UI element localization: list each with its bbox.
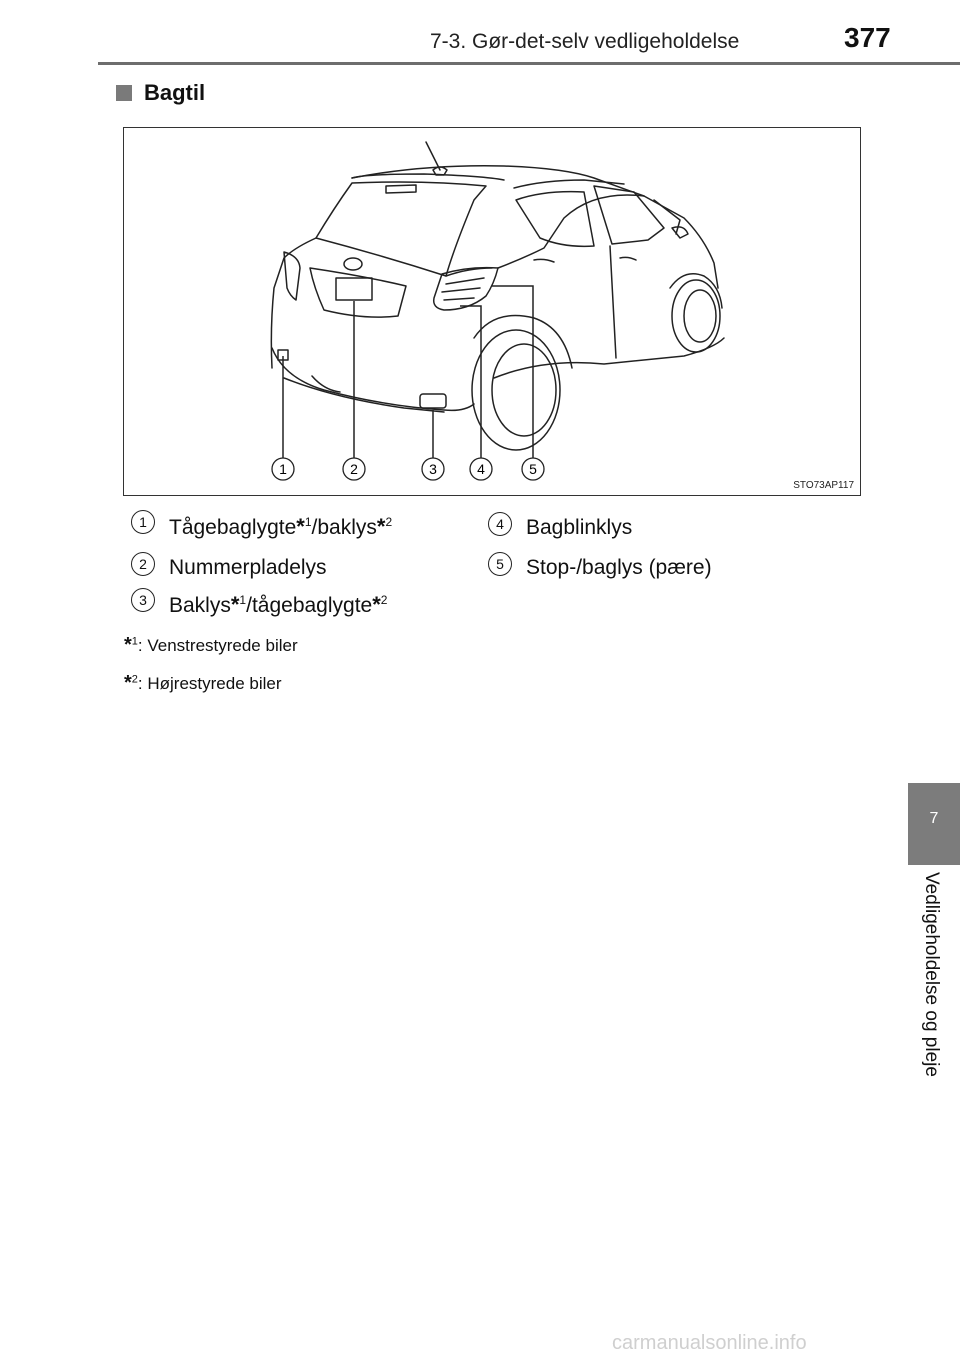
legend-text-1: Tågebaglygte*$^1$/baklys*$^2$ xyxy=(169,514,393,539)
legend-number-1: 1 xyxy=(131,510,155,534)
square-bullet-icon xyxy=(116,85,132,101)
leader-4 xyxy=(460,306,481,458)
legend-number-3: 3 xyxy=(131,588,155,612)
section-heading xyxy=(116,80,205,106)
hatch-lower xyxy=(310,268,406,317)
footnote-2: *$^2$: Højrestyrede biler xyxy=(124,672,282,694)
callout-leaders xyxy=(283,286,533,458)
rear-wheel-inner xyxy=(492,344,556,436)
rear-left-edge xyxy=(271,238,316,368)
legend-number-5: 5 xyxy=(488,552,512,576)
side-roofline xyxy=(514,180,624,188)
rear-side-window xyxy=(516,192,594,247)
callout-label-3: 3 xyxy=(429,461,437,477)
brake-light-top xyxy=(386,185,416,193)
mirror xyxy=(672,227,688,238)
side-body-top xyxy=(498,195,718,288)
rear-fog-lamp xyxy=(420,394,446,408)
callout-label-2: 2 xyxy=(350,461,358,477)
legend-text-5: Stop-/baglys (pære) xyxy=(526,556,712,579)
callout-label-4: 4 xyxy=(477,461,485,477)
section-heading-text: Bagtil xyxy=(144,80,206,105)
legend-item-4 xyxy=(488,516,632,540)
car-rear-drawing xyxy=(124,128,860,495)
license-plate-lamp xyxy=(336,278,372,300)
door-seam xyxy=(610,246,616,358)
left-tail-light xyxy=(284,252,300,300)
callout-markers xyxy=(272,458,544,480)
header-section-title: 7-3. Gør-det-selv vedligeholdelse xyxy=(430,30,740,53)
rear-wheel-arch xyxy=(474,316,572,369)
front-wheel-inner xyxy=(684,290,716,342)
chapter-tab-number: 7 xyxy=(929,810,939,827)
legend-item-2 xyxy=(131,556,327,580)
legend-item-3 xyxy=(131,592,387,618)
chapter-tab-label: Vedligeholdelse og pleje xyxy=(921,872,942,1077)
page-number: 377 xyxy=(844,22,891,53)
figure-code: STO73AP117 xyxy=(793,480,854,491)
rear-wheel-outer xyxy=(472,330,560,450)
a-pillar xyxy=(654,200,680,234)
car-rear-illustration xyxy=(123,127,861,496)
callout-label-1: 1 xyxy=(279,461,287,477)
rear-window xyxy=(316,182,486,276)
emblem xyxy=(344,258,362,270)
legend-text-2: Nummerpladelys xyxy=(169,556,327,579)
legend-text-3: Baklys*$^1$/tågebaglygte*$^2$ xyxy=(169,592,388,617)
footnote-1: *$^1$: Venstrestyrede biler xyxy=(124,634,298,656)
bumper-top xyxy=(272,348,474,410)
legend-number-4: 4 xyxy=(488,512,512,536)
roof-inner xyxy=(352,174,504,180)
tail-light-detail xyxy=(442,278,484,300)
legend-item-5 xyxy=(488,556,712,580)
header-rule xyxy=(98,62,960,65)
legend-text-4: Bagblinklys xyxy=(526,516,633,539)
watermark: carmanualsonline.info xyxy=(612,1332,807,1354)
legend-number-2: 2 xyxy=(131,552,155,576)
callout-label-5: 5 xyxy=(529,461,537,477)
door-handles xyxy=(534,257,636,262)
antenna-line xyxy=(426,142,440,170)
legend-item-1 xyxy=(131,514,392,540)
chapter-tab xyxy=(908,783,960,865)
